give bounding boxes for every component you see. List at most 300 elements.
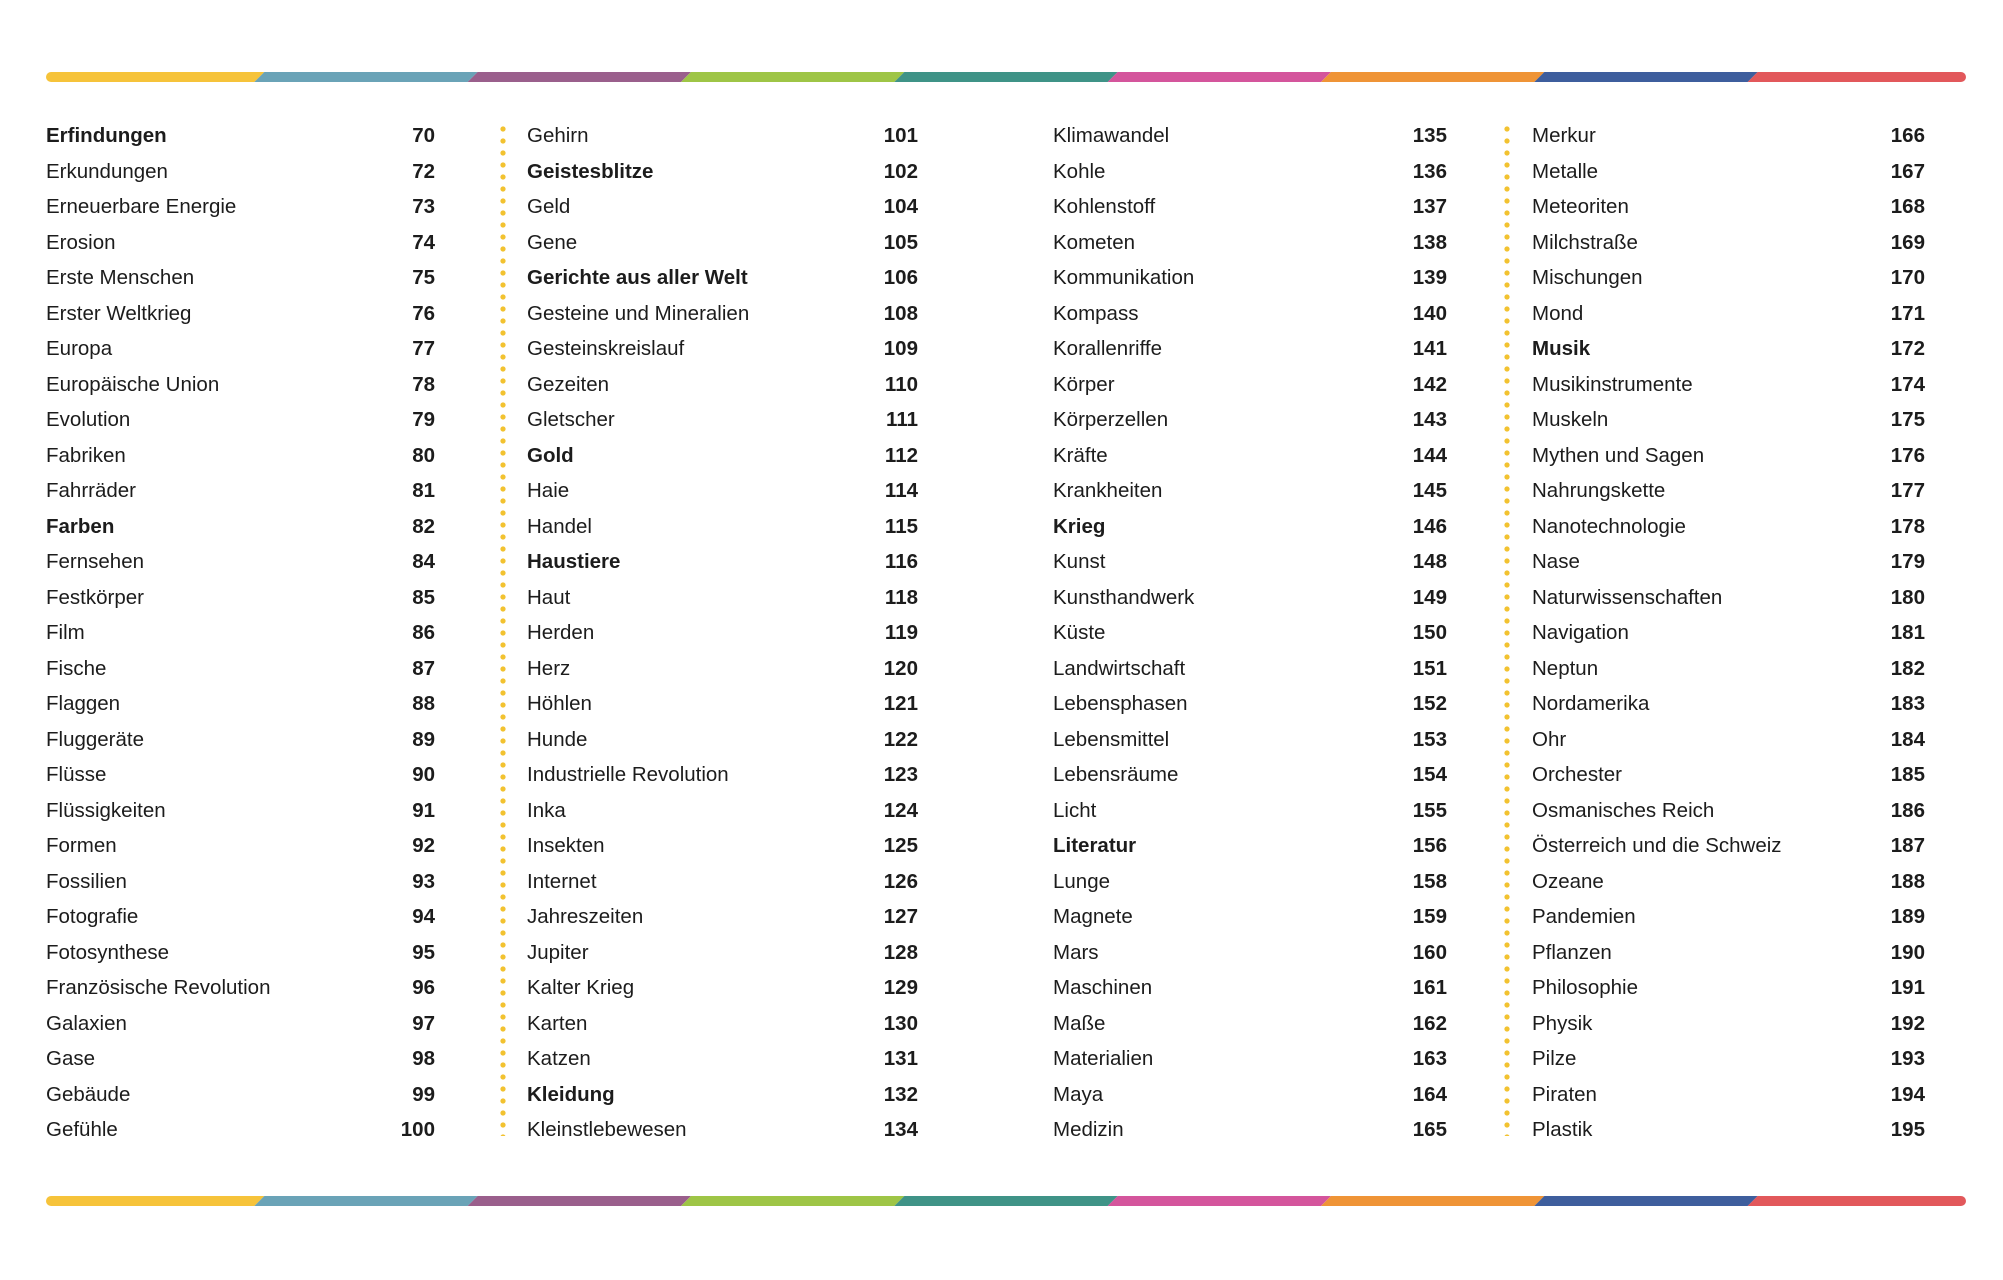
index-column-4: [1532, 118, 1928, 1148]
entry-label: Erkundungen: [46, 159, 168, 183]
index-entry: [527, 296, 922, 332]
index-entry: [46, 225, 441, 261]
entry-label: Erfindungen: [46, 124, 167, 147]
entry-label: Herz: [527, 656, 571, 680]
entry-page-number: 75: [412, 266, 435, 289]
entry-page-number: 74: [412, 230, 435, 254]
entry-page-number: 90: [412, 763, 435, 786]
entry-page-number: 167: [1890, 159, 1925, 183]
index-entry: [46, 828, 441, 864]
index-entry: [46, 1077, 441, 1113]
entry-page-number: 93: [412, 869, 435, 893]
index-entry: [46, 473, 441, 509]
entry-label: Gezeiten: [527, 372, 610, 396]
entry-page-number: 138: [1412, 230, 1447, 254]
entry-label: Gehirn: [527, 124, 589, 147]
index-entry: [1532, 580, 1928, 616]
entry-page-number: 161: [1412, 976, 1447, 999]
index-entry: [1053, 1112, 1449, 1148]
index-entry: [1532, 154, 1928, 190]
entry-label: Insekten: [527, 834, 605, 857]
index-entry: [46, 935, 441, 971]
entry-page-number: 73: [412, 195, 435, 218]
entry-label: Pandemien: [1532, 905, 1636, 928]
index-entry: [527, 615, 922, 651]
entry-label: Ozeane: [1532, 869, 1604, 893]
entry-label: Naturwissenschaften: [1532, 585, 1723, 609]
index-entry: [46, 367, 441, 403]
index-entry: [1532, 1006, 1928, 1042]
entry-label: Inka: [527, 798, 566, 822]
index-entry: [1053, 722, 1449, 758]
entry-label: Metalle: [1532, 159, 1599, 183]
index-entry: [1532, 473, 1928, 509]
index-entry: [527, 509, 922, 545]
entry-label: Film: [46, 621, 85, 644]
entry-page-number: 77: [412, 337, 435, 360]
stripe-segment: [1321, 72, 1544, 82]
entry-label: Kommunikation: [1053, 266, 1195, 289]
entry-page-number: 80: [412, 443, 435, 467]
entry-label: Flüsse: [46, 763, 107, 786]
index-entry: [527, 722, 922, 758]
entry-label: Internet: [527, 869, 597, 893]
index-entry: [1532, 189, 1928, 225]
entry-label: Milchstraße: [1532, 230, 1638, 254]
entry-page-number: 162: [1412, 1011, 1447, 1035]
entry-label: Kometen: [1053, 230, 1136, 254]
entry-page-number: 98: [412, 1047, 435, 1070]
entry-label: Evolution: [46, 408, 131, 431]
entry-page-number: 128: [883, 940, 918, 964]
index-entry: [46, 296, 441, 332]
entry-label: Philosophie: [1532, 976, 1638, 999]
entry-label: Fossilien: [46, 869, 127, 893]
entry-page-number: 156: [1412, 834, 1447, 857]
entry-page-number: 88: [412, 692, 435, 715]
entry-label: Haustiere: [527, 550, 621, 573]
stripe-segment: [1534, 1196, 1757, 1206]
index-entry: [527, 651, 922, 687]
stripe-segment: [46, 1196, 264, 1206]
entry-label: Herden: [527, 621, 595, 644]
index-entry: [1532, 935, 1928, 971]
entry-page-number: 85: [412, 585, 435, 609]
entry-page-number: 72: [412, 159, 435, 183]
entry-label: Mischungen: [1532, 266, 1643, 289]
entry-page-number: 159: [1412, 905, 1447, 928]
index-entry: [527, 473, 922, 509]
entry-page-number: 153: [1412, 727, 1447, 751]
entry-page-number: 154: [1412, 763, 1447, 786]
index-entry: [1532, 1041, 1928, 1077]
index-entry: [1532, 1077, 1928, 1113]
entry-label: Mars: [1053, 940, 1099, 964]
entry-page-number: 112: [884, 443, 918, 467]
entry-page-number: 174: [1890, 372, 1925, 396]
entry-label: Musik: [1532, 337, 1591, 360]
index-entry: [46, 154, 441, 190]
index-entry: [1053, 651, 1449, 687]
entry-page-number: 181: [1890, 621, 1925, 644]
entry-label: Formen: [46, 834, 117, 857]
index-entry: [527, 438, 922, 474]
entry-page-number: 101: [883, 124, 918, 147]
index-entry: [527, 970, 922, 1006]
entry-label: Europäische Union: [46, 372, 220, 396]
entry-page-number: 170: [1890, 266, 1925, 289]
entry-label: Licht: [1053, 798, 1097, 822]
stripe-segment: [254, 72, 477, 82]
entry-label: Gesteine und Mineralien: [527, 301, 750, 325]
index-entry: [46, 189, 441, 225]
entry-page-number: 188: [1890, 869, 1925, 893]
index-entry: [1532, 828, 1928, 864]
entry-label: Gene: [527, 230, 578, 254]
entry-page-number: 95: [412, 940, 435, 964]
index-entry: [1532, 864, 1928, 900]
entry-page-number: 160: [1412, 940, 1447, 964]
entry-page-number: 178: [1890, 514, 1925, 538]
index-entry: [1532, 331, 1928, 367]
index-entry: [527, 118, 922, 154]
index-entry: [1532, 225, 1928, 261]
entry-label: Flüssigkeiten: [46, 798, 166, 822]
entry-label: Gletscher: [527, 408, 615, 431]
index-entry: [527, 686, 922, 722]
stripe-segment: [254, 1196, 477, 1206]
index-entry: [527, 260, 922, 296]
stripe-segment: [681, 1196, 904, 1206]
entry-label: Flaggen: [46, 692, 121, 715]
entry-label: Gase: [46, 1047, 95, 1070]
entry-label: Fotografie: [46, 905, 139, 928]
index-column-1: [46, 118, 441, 1148]
entry-page-number: 129: [883, 976, 918, 999]
entry-page-number: 105: [883, 230, 918, 254]
entry-label: Pilze: [1532, 1047, 1577, 1070]
stripe-segment: [468, 1196, 691, 1206]
entry-page-number: 131: [883, 1047, 918, 1070]
entry-label: Haie: [527, 479, 570, 502]
stripe-segment: [1748, 1196, 1966, 1206]
entry-label: Jupiter: [527, 940, 589, 964]
entry-label: Kunsthandwerk: [1053, 585, 1195, 609]
stripe-segment: [1108, 1196, 1331, 1206]
index-entry: [46, 580, 441, 616]
index-entry: [1053, 899, 1449, 935]
index-entry: [1053, 580, 1449, 616]
index-entry: [46, 1041, 441, 1077]
entry-label: Küste: [1053, 621, 1106, 644]
index-entry: [1532, 722, 1928, 758]
entry-label: Hunde: [527, 727, 588, 751]
index-entry: [1532, 757, 1928, 793]
index-entry: [1532, 651, 1928, 687]
entry-label: Neptun: [1532, 656, 1599, 680]
entry-page-number: 124: [883, 798, 918, 822]
entry-page-number: 141: [1412, 337, 1447, 360]
entry-label: Nanotechnologie: [1532, 514, 1686, 538]
entry-page-number: 184: [1890, 727, 1925, 751]
entry-page-number: 168: [1890, 195, 1925, 218]
entry-page-number: 106: [883, 266, 918, 289]
entry-label: Fische: [46, 656, 107, 680]
index-entry: [1053, 189, 1449, 225]
index-entry: [1053, 686, 1449, 722]
index-entry: [527, 367, 922, 403]
index-entry: [46, 509, 441, 545]
entry-label: Merkur: [1532, 124, 1596, 147]
entry-page-number: 82: [412, 514, 435, 538]
entry-page-number: 121: [883, 692, 918, 715]
entry-label: Europa: [46, 337, 113, 360]
index-entry: [46, 651, 441, 687]
entry-label: Navigation: [1532, 621, 1629, 644]
entry-label: Maya: [1053, 1082, 1104, 1106]
entry-label: Fernsehen: [46, 550, 145, 573]
index-entry: [1053, 296, 1449, 332]
entry-page-number: 102: [883, 159, 918, 183]
entry-page-number: 132: [883, 1082, 918, 1106]
index-entry: [1053, 1041, 1449, 1077]
entry-label: Fluggeräte: [46, 727, 145, 751]
entry-label: Lebensräume: [1053, 763, 1179, 786]
entry-page-number: 191: [1890, 976, 1925, 999]
entry-label: Medizin: [1053, 1118, 1124, 1141]
entry-page-number: 135: [1412, 124, 1447, 147]
entry-label: Muskeln: [1532, 408, 1609, 431]
index-entry: [1532, 686, 1928, 722]
index-entry: [1532, 615, 1928, 651]
entry-label: Pflanzen: [1532, 940, 1612, 964]
entry-page-number: 123: [883, 763, 918, 786]
entry-page-number: 96: [412, 976, 435, 999]
entry-page-number: 127: [883, 905, 918, 928]
index-entry: [527, 828, 922, 864]
index-entry: [1532, 367, 1928, 403]
dotted-divider: [1504, 126, 1510, 1136]
index-entry: [1053, 118, 1449, 154]
entry-label: Gebäude: [46, 1082, 131, 1106]
index-entry: [1532, 260, 1928, 296]
entry-label: Gerichte aus aller Welt: [527, 266, 748, 289]
entry-page-number: 175: [1890, 408, 1925, 431]
index-entry: [1053, 757, 1449, 793]
entry-label: Krieg: [1053, 514, 1106, 538]
entry-label: Erste Menschen: [46, 266, 195, 289]
entry-label: Osmanisches Reich: [1532, 798, 1715, 822]
entry-label: Klimawandel: [1053, 124, 1170, 147]
index-entry: [46, 544, 441, 580]
entry-label: Lunge: [1053, 869, 1111, 893]
index-entry: [527, 1041, 922, 1077]
index-entry: [1053, 260, 1449, 296]
entry-page-number: 182: [1890, 656, 1925, 680]
entry-page-number: 109: [883, 337, 918, 360]
entry-page-number: 99: [412, 1082, 435, 1106]
entry-page-number: 172: [1890, 337, 1925, 360]
entry-page-number: 158: [1412, 869, 1447, 893]
entry-label: Maße: [1053, 1011, 1106, 1035]
entry-label: Krankheiten: [1053, 479, 1163, 502]
index-entry: [46, 260, 441, 296]
entry-page-number: 139: [1412, 266, 1447, 289]
index-entry: [1532, 296, 1928, 332]
index-entry: [527, 154, 922, 190]
entry-page-number: 81: [412, 479, 435, 502]
index-entry: [527, 544, 922, 580]
entry-page-number: 179: [1890, 550, 1925, 573]
index-entry: [46, 331, 441, 367]
entry-page-number: 108: [883, 301, 918, 325]
index-entry: [1053, 402, 1449, 438]
entry-label: Kunst: [1053, 550, 1106, 573]
index-entry: [527, 1077, 922, 1113]
index-entry: [1053, 1006, 1449, 1042]
entry-label: Maschinen: [1053, 976, 1153, 999]
entry-label: Landwirtschaft: [1053, 656, 1186, 680]
entry-label: Ohr: [1532, 727, 1567, 751]
entry-label: Jahreszeiten: [527, 905, 644, 928]
entry-label: Erneuerbare Energie: [46, 195, 237, 218]
index-entry: [1532, 970, 1928, 1006]
entry-page-number: 76: [412, 301, 435, 325]
index-entry: [1053, 367, 1449, 403]
entry-label: Erosion: [46, 230, 116, 254]
index-entry: [46, 722, 441, 758]
entry-page-number: 171: [1890, 301, 1925, 325]
index-entry: [527, 1006, 922, 1042]
entry-label: Nordamerika: [1532, 692, 1650, 715]
index-entry: [46, 899, 441, 935]
index-entry: [1532, 118, 1928, 154]
entry-label: Physik: [1532, 1011, 1593, 1035]
entry-label: Lebensphasen: [1053, 692, 1188, 715]
entry-label: Galaxien: [46, 1011, 127, 1035]
index-entry: [46, 615, 441, 651]
entry-page-number: 143: [1412, 408, 1447, 431]
entry-page-number: 169: [1890, 230, 1925, 254]
entry-label: Meteoriten: [1532, 195, 1629, 218]
entry-page-number: 134: [883, 1118, 918, 1141]
entry-page-number: 185: [1890, 763, 1925, 786]
entry-page-number: 176: [1890, 443, 1925, 467]
index-entry: [1532, 402, 1928, 438]
entry-label: Kalter Krieg: [527, 976, 635, 999]
entry-label: Körperzellen: [1053, 408, 1169, 431]
index-entry: [1053, 1077, 1449, 1113]
entry-page-number: 79: [412, 408, 435, 431]
entry-page-number: 137: [1412, 195, 1447, 218]
entry-label: Orchester: [1532, 763, 1622, 786]
entry-page-number: 194: [1890, 1082, 1925, 1106]
entry-page-number: 151: [1412, 656, 1447, 680]
index-entry: [1532, 509, 1928, 545]
entry-label: Mond: [1532, 301, 1584, 325]
index-entry: [1053, 970, 1449, 1006]
entry-label: Literatur: [1053, 834, 1137, 857]
top-color-stripe: [46, 72, 1966, 82]
entry-page-number: 97: [412, 1011, 435, 1035]
entry-label: Kohle: [1053, 159, 1106, 183]
index-entry: [1053, 615, 1449, 651]
entry-page-number: 163: [1412, 1047, 1447, 1070]
index-entry: [46, 1006, 441, 1042]
entry-page-number: 84: [412, 550, 435, 573]
entry-page-number: 142: [1412, 372, 1447, 396]
entry-label: Korallenriffe: [1053, 337, 1163, 360]
entry-page-number: 166: [1890, 124, 1925, 147]
entry-page-number: 126: [883, 869, 918, 893]
index-entry: [527, 935, 922, 971]
entry-page-number: 122: [883, 727, 918, 751]
entry-page-number: 187: [1890, 834, 1925, 857]
stripe-segment: [46, 72, 264, 82]
index-entry: [46, 118, 441, 154]
index-entry: [46, 757, 441, 793]
entry-page-number: 91: [412, 798, 435, 822]
entry-label: Kohlenstoff: [1053, 195, 1156, 218]
entry-label: Materialien: [1053, 1047, 1154, 1070]
entry-page-number: 177: [1890, 479, 1925, 502]
entry-label: Fotosynthese: [46, 940, 170, 964]
index-entry: [1053, 864, 1449, 900]
entry-label: Geistesblitze: [527, 159, 654, 183]
entry-page-number: 89: [412, 727, 435, 751]
entry-page-number: 115: [884, 514, 918, 538]
index-entry: [1053, 154, 1449, 190]
entry-label: Magnete: [1053, 905, 1133, 928]
index-entry: [527, 757, 922, 793]
entry-label: Piraten: [1532, 1082, 1597, 1106]
entry-page-number: 94: [412, 905, 435, 928]
entry-page-number: 100: [400, 1118, 435, 1141]
entry-page-number: 120: [883, 656, 918, 680]
index-column-2: [527, 118, 922, 1148]
entry-page-number: 183: [1890, 692, 1925, 715]
entry-page-number: 152: [1412, 692, 1447, 715]
entry-label: Geld: [527, 195, 571, 218]
entry-page-number: 186: [1890, 798, 1925, 822]
entry-label: Erster Weltkrieg: [46, 301, 192, 325]
entry-page-number: 125: [883, 834, 918, 857]
index-entry: [46, 864, 441, 900]
stripe-segment: [894, 72, 1117, 82]
entry-page-number: 144: [1412, 443, 1447, 467]
index-entry: [527, 580, 922, 616]
index-entry: [1053, 793, 1449, 829]
entry-page-number: 148: [1412, 550, 1447, 573]
entry-label: Nahrungskette: [1532, 479, 1666, 502]
entry-page-number: 104: [883, 195, 918, 218]
entry-label: Gefühle: [46, 1118, 118, 1141]
entry-page-number: 86: [412, 621, 435, 644]
entry-page-number: 116: [884, 550, 918, 573]
index-entry: [1532, 899, 1928, 935]
bottom-color-stripe: [46, 1196, 1966, 1206]
index-entry: [1053, 828, 1449, 864]
entry-page-number: 164: [1412, 1082, 1447, 1106]
entry-page-number: 195: [1890, 1118, 1925, 1141]
entry-label: Karten: [527, 1011, 588, 1035]
index-column-3: [1053, 118, 1449, 1148]
entry-page-number: 114: [884, 479, 918, 502]
entry-page-number: 155: [1412, 798, 1447, 822]
entry-label: Kompass: [1053, 301, 1139, 325]
entry-page-number: 193: [1890, 1047, 1925, 1070]
index-entry: [1532, 544, 1928, 580]
